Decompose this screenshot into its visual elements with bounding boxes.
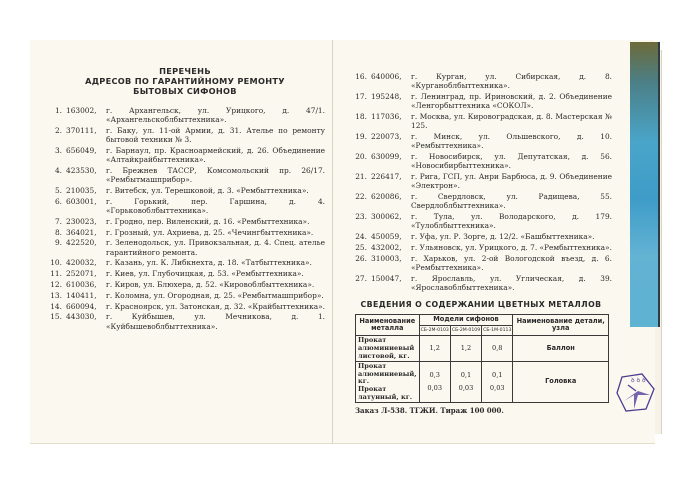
metal-name-line: Прокат алюминиевый, кг. xyxy=(358,362,417,386)
metal-value: 0,03 xyxy=(458,384,474,393)
address-entry xyxy=(350,132,612,150)
metal-value: 1,2 xyxy=(419,336,450,362)
address-entry xyxy=(350,172,612,190)
entry-number: 2. xyxy=(54,126,62,135)
postal-code: 220073, xyxy=(371,132,402,141)
metal-value: 0,03 xyxy=(427,384,443,393)
postal-code: 140411, xyxy=(66,290,97,300)
address-entry xyxy=(45,238,325,256)
address-entry xyxy=(350,92,612,110)
sheet-bottom-edge xyxy=(30,443,655,444)
postal-code: 660094, xyxy=(66,301,97,311)
entry-number: 13. xyxy=(50,290,62,300)
address-text: г. Брежнев ТАССР, Комсомольский пр. 26/17. «Рембытмашприбор». xyxy=(106,166,325,185)
address-entry xyxy=(45,269,325,278)
postal-code: 620086, xyxy=(371,192,402,201)
entry-number: 21. xyxy=(355,172,367,181)
svg-text:ꝺ ꝺ ꝺ: ꝺ ꝺ ꝺ xyxy=(631,377,646,384)
entry-number: 8. xyxy=(54,227,62,237)
address-text: г. Горький, пер. Гаршина, д. 4. «Горьковоблбыттехника». xyxy=(106,196,325,215)
entry-number: 24. xyxy=(355,232,367,241)
postal-code: 640006, xyxy=(371,72,402,81)
address-text: г. Тула, ул. Володарского, д. 179. «Тулоблбыттехника». xyxy=(411,212,612,231)
postal-code: 226417, xyxy=(371,172,402,181)
metal-value-cell xyxy=(482,362,513,403)
entry-number: 9. xyxy=(54,238,62,248)
address-text: г. Киров, ул. Блюхера, д. 52. «Кировоблбыттехника». xyxy=(106,279,315,289)
postal-code: 364021, xyxy=(66,227,97,237)
entry-number: 16. xyxy=(355,72,367,81)
address-text: г. Баку, ул. 11-ой Армии, д. 31. Ателье по ремонту бытовой техники № 3. xyxy=(106,126,325,145)
address-text: г. Архангельск, ул. Урицкого, д. 47/1. «Архангельскоблбыттехника». xyxy=(106,106,325,125)
address-text: г. Рига, ГСП, ул. Анри Барбюса, д. 9. Объединение «Электрон». xyxy=(411,172,612,191)
postal-code: 450059, xyxy=(371,232,402,241)
model-header: СБ-2М-0103 xyxy=(419,325,450,336)
entry-number: 23. xyxy=(355,212,367,221)
postal-code: 310003, xyxy=(371,253,402,263)
entry-number: 17. xyxy=(355,92,367,101)
metal-value: 0,3 xyxy=(429,370,440,379)
entry-number: 12. xyxy=(50,279,62,289)
address-entry xyxy=(45,106,325,124)
cover-photo-strip xyxy=(630,42,660,327)
entry-number: 11. xyxy=(50,269,62,279)
address-entry xyxy=(45,197,325,215)
metals-table xyxy=(355,314,609,403)
entry-number: 25. xyxy=(355,242,367,252)
address-entry xyxy=(45,126,325,144)
address-entry xyxy=(350,243,612,252)
title-line: АДРЕСОВ ПО ГАРАНТИЙНОМУ РЕМОНТУ xyxy=(85,76,285,86)
address-entry xyxy=(45,228,325,237)
address-text: г. Курган, ул. Сибирская, д. 8. «Курганоблбыттехника». xyxy=(411,72,612,91)
hexagon-star-stamp-icon xyxy=(614,371,656,413)
right-page xyxy=(350,72,612,415)
postal-code: 370111, xyxy=(66,126,97,135)
address-text: г. Киев, ул. Глубочицкая, д. 53. «Рембыттехника». xyxy=(106,269,304,279)
entry-number: 3. xyxy=(54,146,62,155)
address-entry xyxy=(45,186,325,195)
table-header-row xyxy=(356,315,609,326)
postal-code: 422520, xyxy=(66,238,97,248)
entry-number: 10. xyxy=(50,258,62,268)
address-text: г. Зеленодольск, ул. Привокзальная, д. 4. Спец. ателье гарантийного ремонта. xyxy=(106,238,325,257)
address-entry xyxy=(45,302,325,311)
entry-number: 22. xyxy=(355,192,367,201)
address-text: г. Ленинград, пр. Ириновский, д. 2. Объединение «Ленгорбыттехника «СОКОЛ». xyxy=(411,92,612,111)
entry-number: 26. xyxy=(355,253,367,263)
entry-number: 7. xyxy=(54,216,62,226)
address-text: г. Москва, ул. Кировоградская, д. 8. Мастерская № 125. xyxy=(411,112,612,131)
title-line: ПЕРЕЧЕНЬ xyxy=(159,66,211,76)
part-name: Баллон xyxy=(513,336,609,362)
address-text: г. Грозный, ул. Ахриева, д. 25. «Чечингбыттехника». xyxy=(106,227,314,237)
entry-number: 20. xyxy=(355,152,367,161)
address-entry xyxy=(350,72,612,90)
address-text: г. Барнаул, пр. Красноармейский, д. 26. Объединение «Алтайкрайбыттехника». xyxy=(106,146,325,165)
postal-code: 195248, xyxy=(371,92,402,101)
entry-number: 18. xyxy=(355,112,367,121)
address-entry xyxy=(45,217,325,226)
postal-code: 210035, xyxy=(66,186,97,195)
address-entry xyxy=(45,312,325,330)
postal-code: 603001, xyxy=(66,196,97,206)
postal-code: 656049, xyxy=(66,146,97,155)
address-text: г. Гродно, пер. Виленский, д. 16. «Рембыттехника». xyxy=(106,216,310,226)
address-entry xyxy=(45,166,325,184)
address-text: г. Казань, ул. К. Либкнехта, д. 18. «Татбыттехника». xyxy=(106,258,312,268)
postal-code: 443030, xyxy=(66,312,97,322)
address-entry xyxy=(350,232,612,241)
entry-number: 1. xyxy=(54,106,62,115)
address-text: г. Ульяновск, ул. Урицкого, д. 7. «Рембыттехника». xyxy=(411,242,612,252)
header-metal: Наименование металла xyxy=(356,315,420,336)
entry-number: 5. xyxy=(54,186,62,195)
postal-code: 252071, xyxy=(66,269,97,279)
postal-code: 150047, xyxy=(371,273,402,283)
address-list xyxy=(45,106,325,331)
metal-name xyxy=(356,362,420,403)
postal-code: 230023, xyxy=(66,216,97,226)
left-page xyxy=(45,66,325,332)
address-list-title xyxy=(45,66,325,96)
entry-number: 15. xyxy=(50,312,62,322)
address-text: г. Свердловск, ул. Радищева, 55. Свердлоблбыттехника». xyxy=(411,192,612,211)
address-entry xyxy=(350,192,612,210)
address-text: г. Ярославль, ул. Углическая, д. 39. «Ярославоблбыттехника». xyxy=(411,273,612,292)
entry-number: 27. xyxy=(355,273,367,283)
address-entry xyxy=(45,258,325,267)
address-text: г. Уфа, ул. Р. Зорге, д. 12/2. «Башбыттехника». xyxy=(411,232,595,241)
postal-code: 610036, xyxy=(66,279,97,289)
address-text: г. Харьков, ул. 2-ой Вологодской въезд, д. 6. «Рембыттехника». xyxy=(411,253,612,272)
metal-value-cell xyxy=(419,362,450,403)
metal-value-cell xyxy=(450,362,481,403)
address-text: г. Минск, ул. Ольшевского, д. 10. «Рембыттехника». xyxy=(411,132,612,151)
address-text: г. Коломна, ул. Огородная, д. 25. «Рембытмашприбор». xyxy=(106,290,324,300)
address-entry xyxy=(45,280,325,289)
entry-number: 6. xyxy=(54,196,62,206)
title-line: БЫТОВЫХ СИФОНОВ xyxy=(133,86,237,96)
address-entry xyxy=(45,146,325,164)
postal-code: 163002, xyxy=(66,106,97,115)
address-entry xyxy=(350,212,612,230)
postal-code: 423530, xyxy=(66,166,97,175)
print-order-line: Заказ Л-538. ТГЖИ. Тираж 100 000. xyxy=(355,406,504,416)
metal-value: 0,1 xyxy=(460,370,472,379)
metal-name: Прокат алюминиевый листовой, кг. xyxy=(356,336,420,362)
address-entry xyxy=(350,274,612,292)
postal-code: 420032, xyxy=(66,258,97,268)
model-header: СБ-1М-0113 xyxy=(482,325,513,336)
table-row xyxy=(356,362,609,403)
address-text: г. Красноярск, ул. Затонская, д. 32. «Крайбыттехника». xyxy=(106,301,325,311)
address-entry xyxy=(45,291,325,300)
address-text: г. Новосибирск, ул. Депутатская, д. 56. «Новосибирбыттехника». xyxy=(411,152,612,171)
metal-value: 0,1 xyxy=(492,370,503,379)
entry-number: 19. xyxy=(355,132,367,141)
address-entry xyxy=(350,112,612,130)
entry-number: 4. xyxy=(54,166,62,175)
address-entry xyxy=(350,152,612,170)
entry-number: 14. xyxy=(50,301,62,311)
address-list xyxy=(350,72,612,292)
header-models: Модели сифонов xyxy=(419,315,513,326)
metal-value: 1,2 xyxy=(450,336,481,362)
metal-value: 0,8 xyxy=(482,336,513,362)
page-gutter-fold xyxy=(332,40,333,444)
address-entry xyxy=(350,254,612,272)
header-part: Наименование детали, узла xyxy=(513,315,609,336)
address-text: г. Куйбышев, ул. Мечникова, д. 1. «Куйбышевоблбыттехника». xyxy=(106,312,325,331)
metal-name-line: Прокат латунный, кг. xyxy=(358,384,413,401)
address-text: г. Витебск, ул. Терешковой, д. 3. «Рембыттехника». xyxy=(106,186,309,195)
postal-code: 117036, xyxy=(371,112,402,121)
part-name: Головка xyxy=(513,362,609,403)
model-header: СБ-2М-0109 xyxy=(450,325,481,336)
postal-code: 300062, xyxy=(371,212,402,221)
metals-table-title: СВЕДЕНИЯ О СОДЕРЖАНИИ ЦВЕТНЫХ МЕТАЛЛОВ xyxy=(360,300,602,309)
table-row xyxy=(356,336,609,362)
postal-code: 432002, xyxy=(371,242,402,252)
metal-value: 0,03 xyxy=(489,384,505,393)
postal-code: 630099, xyxy=(371,152,402,161)
